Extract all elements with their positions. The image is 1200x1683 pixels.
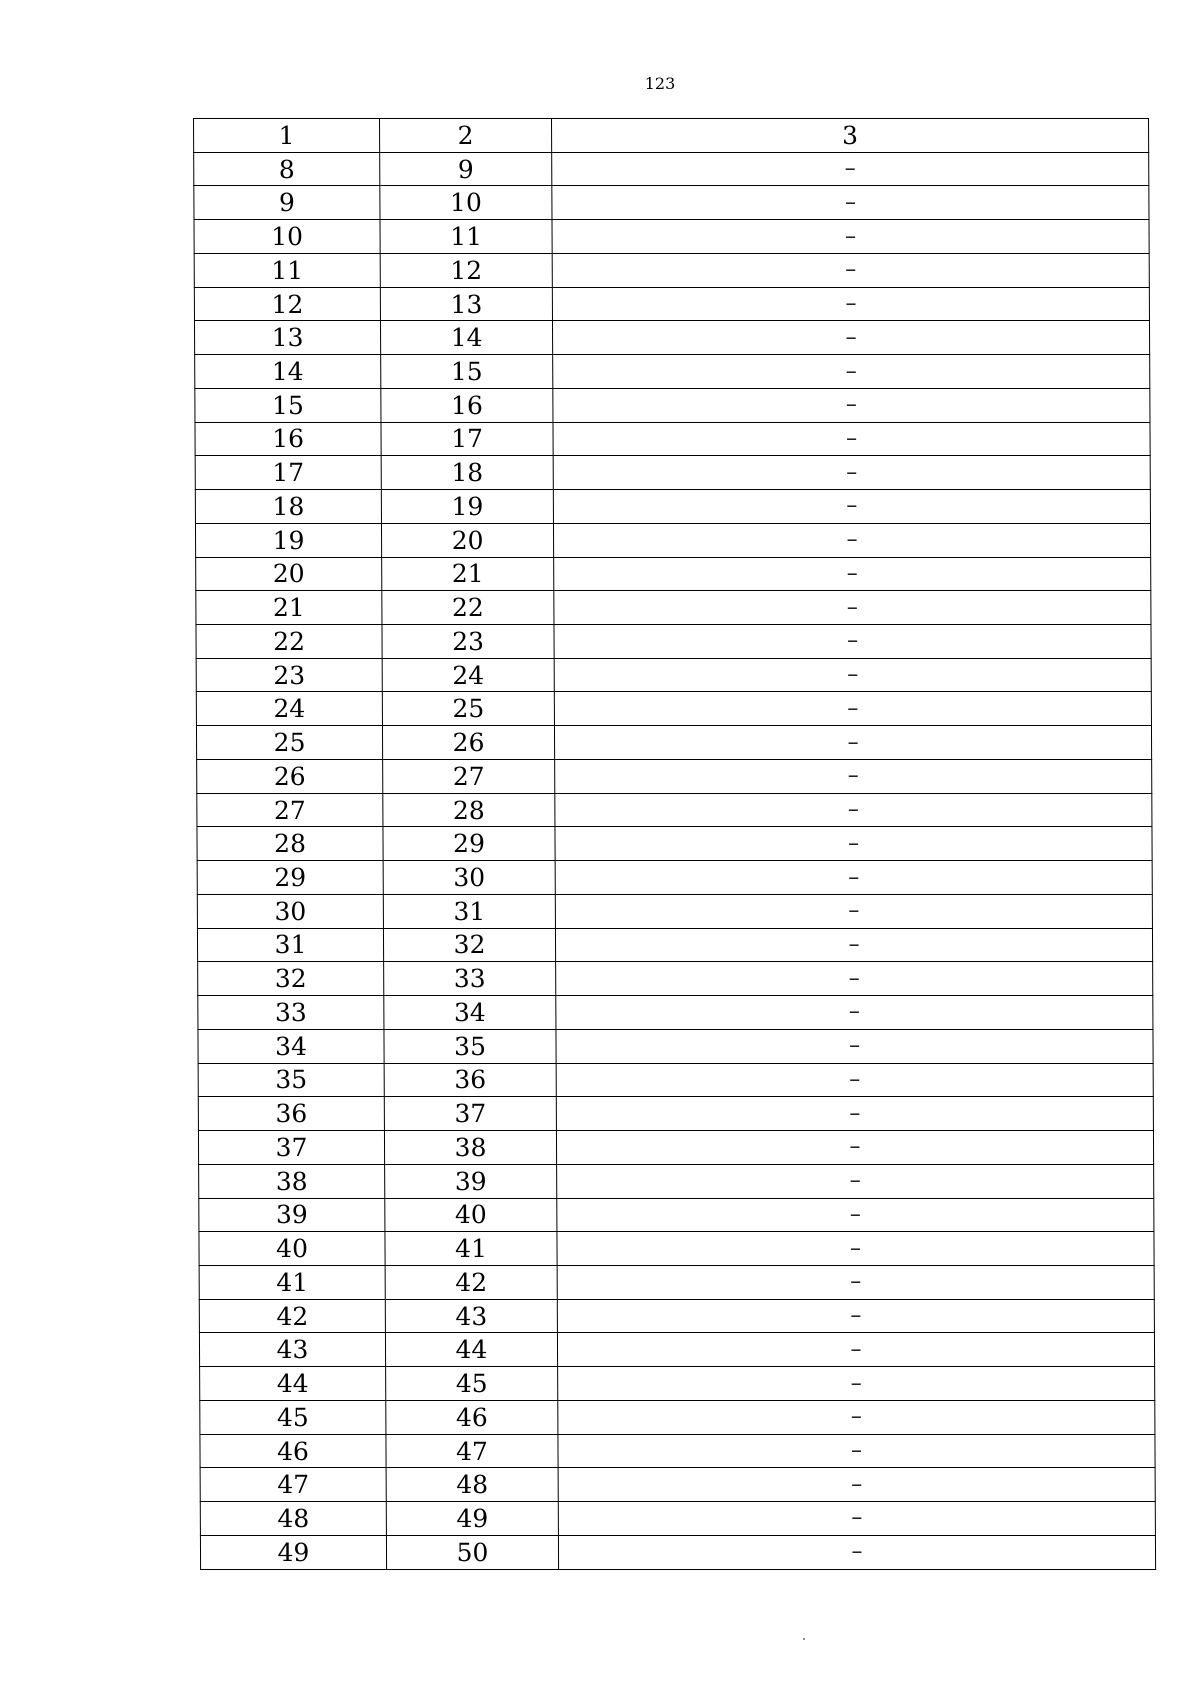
table-cell-col1: 23 — [196, 658, 382, 692]
table-cell-col3: – — [557, 1198, 1154, 1232]
table-cell-col1: 30 — [197, 894, 383, 928]
table-row — [200, 1400, 1155, 1434]
table-cell-col1: 21 — [196, 591, 382, 625]
table-cell-col2: 46 — [386, 1400, 558, 1434]
table-cell-col3: – — [556, 996, 1153, 1030]
table-cell-col2: 18 — [381, 456, 553, 490]
table-cell-col1: 20 — [196, 557, 382, 591]
table-cell-col3: – — [553, 355, 1150, 389]
table-row — [198, 1063, 1153, 1097]
table-cell-col1: 13 — [194, 321, 380, 355]
table-row — [198, 996, 1153, 1030]
table-cell-col1: 22 — [196, 625, 382, 659]
table-cell-col2: 45 — [386, 1367, 558, 1401]
table-row — [196, 658, 1151, 692]
table-row — [199, 1265, 1154, 1299]
table-cell-col1: 34 — [198, 1029, 384, 1063]
table-cell-col2: 20 — [381, 523, 553, 557]
table-cell-col1: 28 — [197, 827, 383, 861]
table-cell-col3: – — [554, 625, 1151, 659]
table-cell-col3: – — [557, 1164, 1154, 1198]
table-cell-col1: 24 — [196, 692, 382, 726]
table-row — [194, 220, 1149, 254]
table-row — [196, 726, 1151, 760]
table-cell-col2: 39 — [385, 1164, 557, 1198]
table-row — [199, 1164, 1154, 1198]
data-table-frame — [193, 118, 1156, 1570]
table-cell-col2: 36 — [384, 1063, 556, 1097]
table-cell-col1: 31 — [197, 928, 383, 962]
table-row — [195, 355, 1150, 389]
table-cell-col3: – — [553, 388, 1150, 422]
table-row — [194, 152, 1149, 186]
table-cell-col3: – — [558, 1502, 1155, 1536]
table-cell-col3: – — [556, 1063, 1153, 1097]
table-cell-col1: 42 — [199, 1299, 385, 1333]
table-cell-col1: 14 — [195, 355, 381, 389]
header-cell-2: 2 — [380, 119, 552, 153]
table-cell-col1: 45 — [200, 1400, 386, 1434]
table-cell-col1: 33 — [198, 996, 384, 1030]
table-row — [195, 456, 1150, 490]
table-cell-col1: 39 — [199, 1198, 385, 1232]
table-cell-col3: – — [555, 894, 1152, 928]
table-cell-col3: – — [558, 1434, 1155, 1468]
table-cell-col3: – — [552, 152, 1149, 186]
table-cell-col3: – — [555, 928, 1152, 962]
table-row — [197, 894, 1152, 928]
table-cell-col2: 31 — [383, 894, 555, 928]
scan-speck — [803, 1638, 805, 1640]
table-cell-col1: 26 — [197, 759, 383, 793]
table-cell-col1: 12 — [194, 287, 380, 321]
table-row — [194, 253, 1149, 287]
table-cell-col2: 48 — [386, 1468, 558, 1502]
table-cell-col1: 16 — [195, 422, 381, 456]
table-cell-col3: – — [558, 1400, 1155, 1434]
table-cell-col3: – — [555, 861, 1152, 895]
table-cell-col1: 38 — [199, 1164, 385, 1198]
table-row — [198, 1097, 1153, 1131]
table-cell-col2: 29 — [383, 827, 555, 861]
table-cell-col3: – — [557, 1265, 1154, 1299]
table-row — [197, 793, 1152, 827]
table-cell-col1: 43 — [199, 1333, 385, 1367]
table-cell-col1: 32 — [198, 962, 384, 996]
header-row — [194, 119, 1149, 153]
table-cell-col2: 42 — [385, 1265, 557, 1299]
table-cell-col1: 46 — [200, 1434, 386, 1468]
table-cell-col1: 36 — [198, 1097, 384, 1131]
table-cell-col2: 25 — [382, 692, 554, 726]
table-cell-col3: – — [557, 1232, 1154, 1266]
table-cell-col2: 9 — [380, 152, 552, 186]
table-row — [200, 1468, 1155, 1502]
table-cell-col3: – — [557, 1299, 1154, 1333]
page-number: 123 — [644, 74, 676, 93]
table-cell-col2: 24 — [382, 658, 554, 692]
table-cell-col3: – — [553, 490, 1150, 524]
table-cell-col3: – — [556, 962, 1153, 996]
table-cell-col3: – — [558, 1367, 1155, 1401]
table-cell-col2: 38 — [384, 1131, 556, 1165]
table-row — [196, 692, 1151, 726]
table-cell-col2: 43 — [385, 1299, 557, 1333]
table-cell-col2: 32 — [383, 928, 555, 962]
table-cell-col3: – — [554, 557, 1151, 591]
table-row — [199, 1333, 1154, 1367]
table-cell-col3: – — [554, 726, 1151, 760]
table-row — [199, 1299, 1154, 1333]
table-cell-col3: – — [555, 793, 1152, 827]
table-cell-col1: 25 — [196, 726, 382, 760]
table-row — [200, 1535, 1155, 1569]
table-cell-col3: – — [552, 287, 1149, 321]
table-cell-col2: 49 — [386, 1502, 558, 1536]
table-cell-col2: 27 — [383, 759, 555, 793]
table-cell-col1: 9 — [194, 186, 380, 220]
table-row — [199, 1198, 1154, 1232]
table-cell-col1: 29 — [197, 861, 383, 895]
table-cell-col3: – — [557, 1333, 1154, 1367]
table-cell-col3: – — [552, 321, 1149, 355]
table-cell-col1: 48 — [200, 1502, 386, 1536]
table-row — [197, 759, 1152, 793]
table-cell-col3: – — [554, 591, 1151, 625]
table-cell-col3: – — [552, 253, 1149, 287]
table-row — [196, 591, 1151, 625]
table-body — [194, 119, 1156, 1570]
table-cell-col2: 14 — [380, 321, 552, 355]
table-row — [194, 186, 1149, 220]
table-cell-col2: 19 — [381, 490, 553, 524]
table-cell-col3: – — [556, 1097, 1153, 1131]
table-cell-col3: – — [552, 220, 1149, 254]
table-cell-col2: 21 — [382, 557, 554, 591]
table-cell-col2: 47 — [386, 1434, 558, 1468]
table-row — [195, 490, 1150, 524]
table-cell-col2: 35 — [384, 1029, 556, 1063]
table-cell-col1: 8 — [194, 152, 380, 186]
table-cell-col2: 28 — [383, 793, 555, 827]
table-cell-col3: – — [555, 759, 1152, 793]
table-row — [195, 388, 1150, 422]
table-cell-col3: – — [556, 1029, 1153, 1063]
table-cell-col1: 19 — [195, 523, 381, 557]
table-cell-col2: 40 — [385, 1198, 557, 1232]
header-cell-1: 1 — [194, 119, 380, 153]
table-cell-col2: 50 — [386, 1535, 558, 1569]
table-row — [194, 287, 1149, 321]
table-cell-col1: 17 — [195, 456, 381, 490]
table-cell-col2: 44 — [385, 1333, 557, 1367]
table-cell-col2: 15 — [381, 355, 553, 389]
table-cell-col2: 22 — [382, 591, 554, 625]
table-row — [194, 321, 1149, 355]
data-table — [193, 118, 1156, 1570]
table-cell-col3: – — [558, 1535, 1155, 1569]
table-cell-col1: 49 — [200, 1535, 386, 1569]
table-row — [196, 557, 1151, 591]
table-cell-col3: – — [552, 186, 1149, 220]
table-cell-col2: 12 — [380, 253, 552, 287]
table-cell-col3: – — [553, 456, 1150, 490]
table-cell-col2: 17 — [381, 422, 553, 456]
table-row — [200, 1502, 1155, 1536]
table-cell-col3: – — [558, 1468, 1155, 1502]
table-row — [197, 928, 1152, 962]
table-cell-col1: 18 — [195, 490, 381, 524]
table-cell-col1: 15 — [195, 388, 381, 422]
table-cell-col2: 26 — [382, 726, 554, 760]
table-cell-col2: 34 — [384, 996, 556, 1030]
header-cell-3: 3 — [552, 119, 1149, 153]
table-cell-col1: 44 — [200, 1367, 386, 1401]
table-cell-col1: 11 — [194, 253, 380, 287]
table-row — [200, 1434, 1155, 1468]
table-row — [199, 1232, 1154, 1266]
table-cell-col1: 40 — [199, 1232, 385, 1266]
table-cell-col3: – — [556, 1131, 1153, 1165]
table-row — [200, 1367, 1155, 1401]
table-row — [198, 1029, 1153, 1063]
table-cell-col2: 37 — [384, 1097, 556, 1131]
table-cell-col2: 13 — [380, 287, 552, 321]
table-cell-col2: 30 — [383, 861, 555, 895]
table-cell-col1: 37 — [198, 1131, 384, 1165]
table-cell-col1: 27 — [197, 793, 383, 827]
table-row — [197, 827, 1152, 861]
table-cell-col2: 41 — [385, 1232, 557, 1266]
table-row — [198, 1131, 1153, 1165]
table-cell-col2: 23 — [382, 625, 554, 659]
table-row — [198, 962, 1153, 996]
table-cell-col1: 35 — [198, 1063, 384, 1097]
table-row — [195, 523, 1150, 557]
table-row — [196, 625, 1151, 659]
table-cell-col3: – — [553, 422, 1150, 456]
table-row — [195, 422, 1150, 456]
table-cell-col3: – — [555, 827, 1152, 861]
table-cell-col2: 33 — [384, 962, 556, 996]
table-cell-col3: – — [554, 658, 1151, 692]
table-cell-col1: 10 — [194, 220, 380, 254]
table-cell-col2: 11 — [380, 220, 552, 254]
table-cell-col2: 10 — [380, 186, 552, 220]
table-cell-col3: – — [554, 692, 1151, 726]
table-row — [197, 861, 1152, 895]
table-cell-col1: 47 — [200, 1468, 386, 1502]
table-cell-col2: 16 — [381, 388, 553, 422]
table-cell-col3: – — [553, 523, 1150, 557]
table-cell-col1: 41 — [199, 1265, 385, 1299]
